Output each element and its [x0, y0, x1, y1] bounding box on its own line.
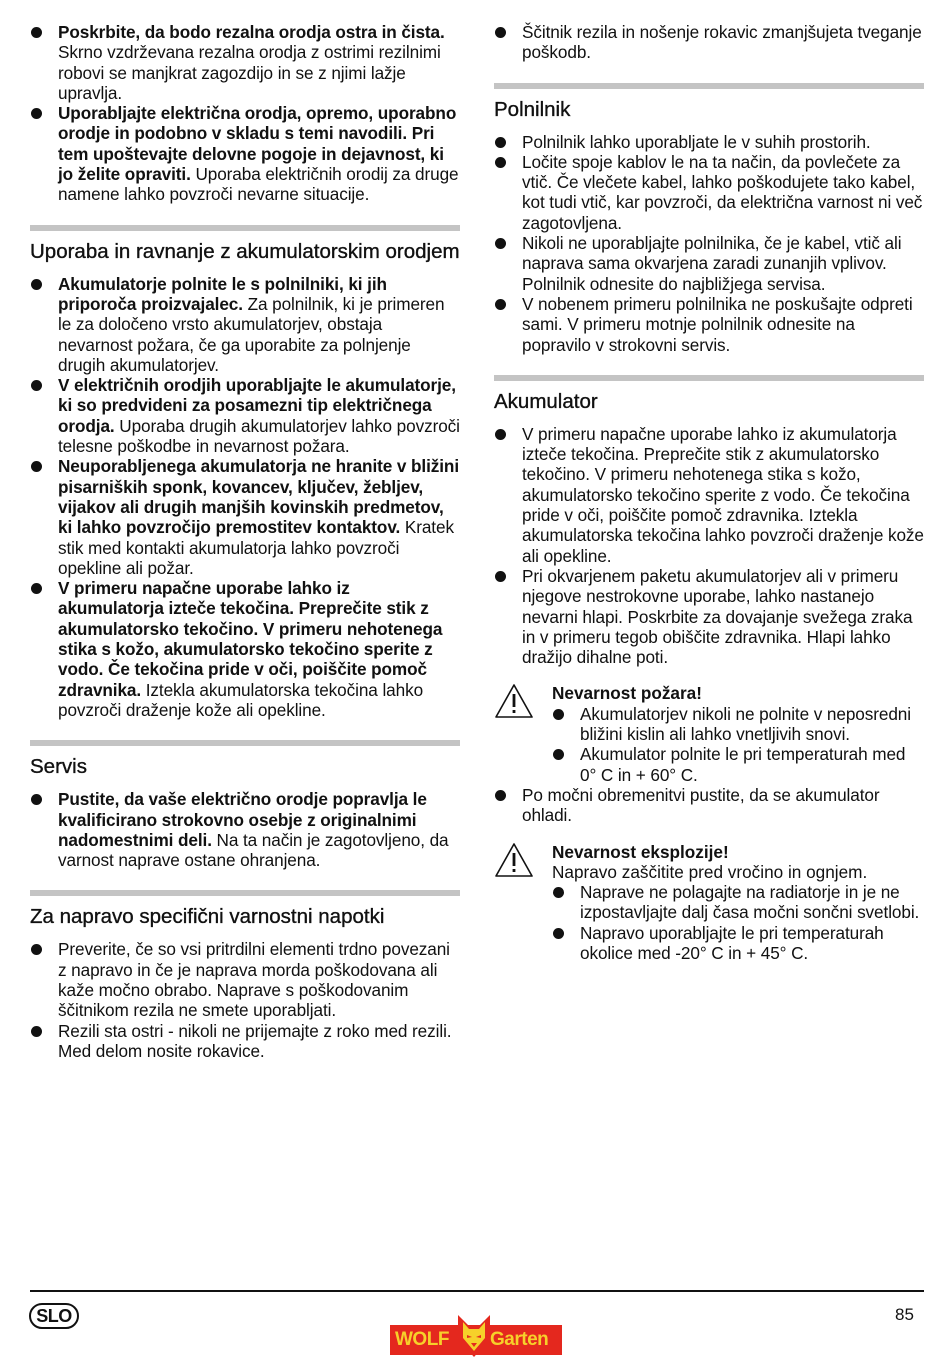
list-item	[494, 22, 924, 63]
list-item-text: Kratek stik med kontakti akumulatorja lahko povzroči opekline ali požar.	[58, 517, 454, 578]
list-item-text: Akumulatorjev nikoli ne polnite v neposredni bližini kislin ali lahko vnetljivih snovi.	[580, 703, 911, 745]
list-item-bold-text: V električnih orodjih uporabljajte le akumulatorje, ki so predvideni za posamezni tip električnega orodja.	[58, 375, 456, 436]
explosion-warning	[494, 842, 924, 964]
warning-triangle-icon	[494, 683, 534, 719]
list-item	[30, 103, 460, 204]
list-item	[30, 789, 460, 870]
list-item	[30, 1021, 460, 1062]
section-divider	[30, 890, 460, 896]
intro-list	[30, 22, 460, 205]
list-item	[30, 456, 460, 578]
list-item	[552, 882, 924, 923]
list-item-text: Pri okvarjenem paketu akumulatorjev ali v primeru njegove nestrokovne uporabe, lahko nastanejo nevarni hlapi. Poskrbite za dovajanje svežega zraka in v primeru tegob obiščite zdravnika. Hlapi lahko dražijo dihalne poti.	[522, 565, 913, 668]
section-divider	[30, 225, 460, 231]
heading-service: Servis	[30, 755, 87, 779]
wolf-garten-logo	[390, 1313, 562, 1359]
list-item-bold-text: Uporabljajte električna orodja, opremo, uporabno orodje in podobno v skladu s temi navodili. Pri tem upoštevajte delovne pogoje in dejavnost, ki jo želite opraviti.	[58, 103, 457, 185]
section-divider	[494, 83, 924, 89]
list-item-text: Ločite spoje kablov le na ta način, da povlečete za vtič. Če vlečete kabel, lahko poškodujete tako kabel, kot tudi vtič, kar povzroči, da električna varnost ni več zagotovljena.	[522, 151, 923, 233]
list-item-bold-text: Akumulatorje polnite le s polnilniki, ki jih priporoča proizvajalec.	[58, 273, 387, 314]
list-item-text: Rezili sta ostri - nikoli ne prijemajte z roko med rezili. Med delom nosite rokavice.	[58, 1020, 452, 1061]
right-column	[494, 22, 924, 963]
wolf-head-icon	[454, 1313, 494, 1359]
page-number: 85	[895, 1305, 914, 1324]
explosion-warning-text: Napravo zaščitite pred vročino in ognjem.	[552, 861, 868, 882]
list-item	[30, 375, 460, 456]
explosion-warning-title: Nevarnost eksplozije!	[552, 841, 729, 862]
list-item	[552, 923, 924, 964]
list-item-text: Za polnilnik, ki je primeren le za določeno vrsto akumulatorjev, obstaja nevarnost požara, če ga uporabite za polnjenje drugih akumulatorjev.	[58, 293, 445, 375]
list-item	[494, 233, 924, 294]
list-item	[494, 132, 924, 152]
list-item-text: Nikoli ne uporabljajte polnilnika, če je kabel, vtič ali naprava sama okvarjena zaradi zunanjih vplivov. Polnilnik odnesite do najbližjega servisa.	[522, 233, 902, 294]
list-item-bold-text: Pustite, da vaše električno orodje popravlja le kvalificirano strokovno osebje z originalnimi nadomestnimi deli.	[58, 789, 427, 850]
list-item-text: Napravo uporabljajte le pri temperaturah okolice med -20° C in + 45° C.	[580, 922, 884, 963]
fire-warning-list	[552, 704, 924, 785]
list-item-bold-text: Neuporabljenega akumulatorja ne hranite v bližini pisarniških sponk, kovancev, ključev, žebljev, vijakov ali drugih manjših kovinskih predmetov, ki lahko povzročijo premostitev kontaktov.	[58, 456, 460, 538]
blade-guard-list	[494, 22, 924, 63]
list-item	[552, 744, 924, 785]
device-safety-list	[30, 939, 460, 1061]
language-badge: SLO	[29, 1303, 79, 1329]
list-item	[494, 152, 924, 233]
warning-triangle-icon	[494, 842, 534, 878]
list-item	[494, 566, 924, 667]
service-list	[30, 789, 460, 870]
footer-rule	[30, 1290, 924, 1292]
fire-warning-title: Nevarnost požara!	[552, 683, 702, 704]
list-item	[494, 424, 924, 566]
list-item	[30, 22, 460, 103]
logo-text-garten: Garten	[490, 1329, 549, 1350]
list-item-text: Polnilnik lahko uporabljate le v suhih prostorih.	[522, 131, 871, 152]
accumulator-list	[494, 424, 924, 668]
list-item-text: Akumulator polnite le pri temperaturah med 0° C in + 60° C.	[580, 744, 906, 785]
section-divider	[494, 375, 924, 381]
heading-charger: Polnilnik	[494, 97, 571, 121]
list-item-text: Skrno vzdrževana rezalna orodja z ostrimi rezilnimi robovi se manjkrat zagozdijo in se z njimi lažje upravlja.	[58, 42, 441, 103]
list-item-text: Preverite, če so vsi pritrdilni elementi trdno povezani z napravo in če je naprava morda poškodovana ali kaže močno obrabo. Naprave s poškodovanim ščitnikom rezila ne smete uporabljati.	[58, 939, 450, 1021]
section-divider	[30, 740, 460, 746]
list-item-text: Po močni obremenitvi pustite, da se akumulator ohladi.	[522, 784, 880, 826]
left-column	[30, 22, 460, 1061]
list-item	[552, 704, 924, 745]
list-item	[494, 294, 924, 355]
explosion-warning-list	[552, 882, 924, 963]
heading-device-safety: Za napravo specifični varnostni napotki	[30, 905, 385, 929]
fire-warning	[494, 683, 924, 784]
list-item-text: Ščitnik rezila in nošenje rokavic zmanjšujeta tveganje poškodb.	[522, 22, 922, 63]
list-item-bold-text: Poskrbite, da bodo rezalna orodja ostra in čista.	[58, 22, 445, 42]
list-item	[30, 578, 460, 720]
list-item	[30, 939, 460, 1020]
heading-accumulator: Akumulator	[494, 389, 598, 413]
heading-battery-use: Uporaba in ravnanje z akumulatorskim orodjem	[30, 239, 460, 263]
logo-text-wolf: WOLF	[395, 1329, 449, 1350]
list-item-text: V primeru napačne uporabe lahko iz akumulatorja izteče tekočina. Preprečite stik z akumulatorsko tekočino. V primeru nehotenega stika s kožo, akumulatorsko tekočino sperite z vodo. Če tekočina pride v oči, poiščite pomoč zdravnika. Iztekla akumulatorska tekočina lahko povzroči draženje kože ali opekline.	[522, 423, 924, 566]
cooldown-list	[494, 785, 924, 826]
list-item	[30, 274, 460, 375]
list-item	[494, 785, 924, 826]
battery-list	[30, 274, 460, 721]
list-item-text: V nobenem primeru polnilnika ne poskušajte odpreti sami. V primeru motnje polnilnik odnesite na popravilo v strokovni servis.	[522, 293, 913, 355]
list-item-bold-text: V primeru napačne uporabe lahko iz akumulatorja izteče tekočina. Preprečite stik z akumulatorsko tekočino. V primeru nehotenega stika s kožo, akumulatorsko tekočino sperite z vodo. Če tekočina pride v oči, poiščite pomoč zdravnika.	[58, 578, 443, 700]
charger-list	[494, 132, 924, 355]
list-item-text: Na ta način je zagotovljeno, da varnost naprave ostane ohranjena.	[58, 829, 449, 871]
list-item-text: Uporaba drugih akumulatorjev lahko povzroči telesne poškodbe in nevarnost požara.	[58, 415, 460, 457]
list-item-text: Iztekla akumulatorska tekočina lahko povzroči draženje kože ali opekline.	[58, 679, 424, 720]
list-item-text: Naprave ne polagajte na radiatorje in je ne izpostavljajte dalj časa močni sončni svetlobi.	[580, 882, 920, 923]
list-item-text: Uporaba električnih orodij za druge namene lahko povzroči nevarne situacije.	[58, 164, 459, 205]
